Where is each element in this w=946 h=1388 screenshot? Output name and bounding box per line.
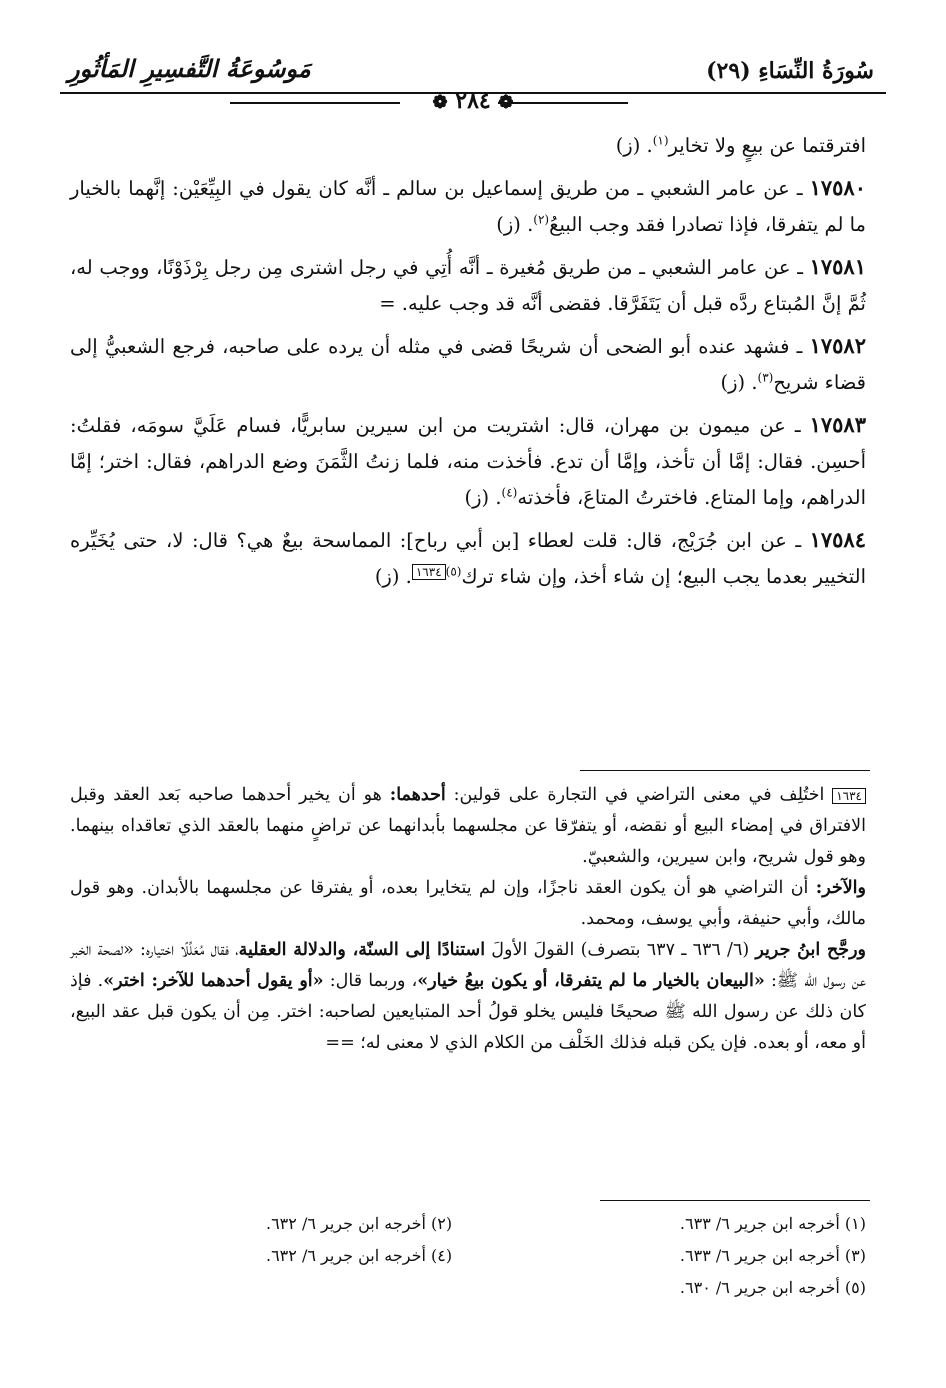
footnote-row [70,1272,866,1304]
narration-number: ١٧٥٨١ [809,254,866,279]
surah-title: سُورَةُ النِّسَاءِ (٢٩) [706,58,874,84]
commentary-bold: «البيعان بالخيار ما لم يتفرقا، أو يكون بيعُ خيار» [417,971,765,991]
paragraph-continuation [70,128,866,164]
narration-17584 [70,522,866,595]
footnote-row [70,1240,866,1272]
footnote-5: (٥) أخرجه ابن جرير ٦/ ٦٣٠. [679,1278,866,1297]
footnote-ref: (٣) [757,370,774,385]
footnote-row [70,1208,866,1240]
page-number [0,88,946,114]
commentary-number-box: ١٦٣٤ [832,788,866,804]
paragraph-text: افترقتما عن بيعٍ ولا تخاير [668,134,866,157]
ornament-icon: ❁ [498,92,514,113]
footnote-ref: (٢) [533,212,550,227]
footnote-3: (٣) أخرجه ابن جرير ٦/ ٦٣٣. [679,1246,866,1265]
commentary-text: ، وربما قال: [323,971,418,991]
commentary-block [70,780,866,1059]
footnote-ref: (٥) [445,564,462,579]
source-code: . (ز) [720,371,758,394]
commentary-text: هو أن يخير أحدهما صاحبه بَعد العقد وقبل الافتراق في إمضاء البيع أو نقضه، أو يتفرّقا عن مجلسهما بأبدانهما عن تراضٍ منهما بالعقد الذي تعاقداه بينهما. وهو قول شريح، وابن سيرين، والشعبيّ. [70,785,866,867]
commentary-text: ، فقال مُعَلِّلًا اختياره: «لصحة الخبر عن رسول الله ﷺ: [70,940,867,991]
commentary-paragraph [70,873,866,935]
footnote-2: (٢) أخرجه ابن جرير ٦/ ٦٣٢. [265,1214,453,1233]
source-code: . (ز) [615,134,653,157]
footnote-ref: (٤) [501,485,518,500]
narration-number: ١٧٥٨٢ [809,333,866,358]
page-number-row [0,88,946,118]
paragraph-text: ـ عن ميمون بن مهران، قال: اشتريت من ابن سيرين سابريًّا، فسام عَلَيَّ سومَه، فقلتُ: أحسِن. فقال: إمَّا أن تأخذ، وإمَّا أن تدع. فأخذت منه، فلما زنتُ الثَّمَنَ وضع الدراهم، فقال: اختر؛ إمَّا الدراهم، وإما المتاع. فاخترتُ المتاعَ، فأخذته [70,414,866,509]
commentary-text: (٦/ ٦٣٦ ـ ٦٣٧ بتصرف) القولَ الأولَ [485,940,756,960]
commentary-bold: ورجَّح ابنُ جرير [755,940,867,960]
narration-17582 [70,328,866,401]
ornament-icon: ❁ [432,92,448,113]
commentary-text: أن التراضي هو أن يكون العقد ناجزًا، وإن لم يتخايرا بعده، أو يفترقا عن مجلسهما بالأبدان. وهو قول مالك، وأبي حنيفة، وأبي يوسف، ومحمد. [70,878,866,929]
page-number-value: ٢٨٤ [455,88,491,114]
footnote-empty [70,1272,452,1304]
commentary-text: . فإذ كان ذلك عن رسول الله ﷺ صحيحًا فليس يخلو قولُ أحد المتبايعين لصاحبه: اختر. مِن أن يكون قبل عقد البيع، أو معه، أو بعده. فإن يكن قبله فذلك الخَلْف من الكلام الذي لا معنى له؛ == [70,971,866,1053]
paragraph-text: ـ عن عامر الشعبي ـ من طريق إسماعيل بن سالم ـ أنَّه كان يقول في البِيِّعَيْن: إنَّهما بالخيار ما لم يتفرقا، فإذا تصادرا فقد وجب البيعُ [70,177,866,236]
source-code: . (ز) [464,486,502,509]
commentary-text: اختُلِف في معنى التراضي في التجارة على قولين: [445,785,833,805]
commentary-ref-box: ١٦٣٤ [412,564,446,580]
paragraph-text: ـ عن عامر الشعبي ـ من طريق مُغيرة ـ أنَّه أُتِي في رجل اشترى مِن رجل بِرْذَوْنًا، ووجب له، ثُمَّ إنَّ المُبتاع ردَّه قبل أن يَتَفَرَّقا. فقضى أنَّه قد وجب عليه. = [70,256,866,315]
commentary-paragraph [70,935,866,1059]
book-title: مَوسُوعَةُ التَّفسِيرِ المَأثُورِ [68,54,311,83]
commentary-bold: والآخر: [815,878,866,898]
footnote-ref: (١) [652,133,669,148]
commentary-bold: استنادًا إلى السنّة، والدلالة العقلية [238,940,486,960]
commentary-bold: أحدهما: [389,785,446,805]
paragraph-text: ـ عن ابن جُرَيْج، قال: قلت لعطاء [بن أبي رباح]: المماسحة بيعٌ هي؟ قال: لا، حتى يُخَيِّره التخيير بعدما يجب البيع؛ إن شاء أخذ، وإن شاء ترك [70,529,866,588]
main-text [70,128,866,601]
commentary-bold: «أو يقول أحدهما للآخر: اختر» [103,971,324,991]
narration-17583 [70,407,866,516]
narration-number: ١٧٥٨٠ [809,175,866,200]
footnotes [70,1208,866,1304]
footnote-4: (٤) أخرجه ابن جرير ٦/ ٦٣٢. [265,1246,453,1265]
footnote-separator [600,1200,870,1201]
narration-17580 [70,170,866,243]
footnote-1: (١) أخرجه ابن جرير ٦/ ٦٣٣. [679,1214,866,1233]
narration-number: ١٧٥٨٣ [809,412,866,437]
paragraph-text: ـ فشهد عنده أبو الضحى أن شريحًا قضى في مثله أن يرده على صاحبه، فرجع الشعبيُّ إلى قضاء شريح [70,335,866,394]
source-code: . (ز) [496,213,534,236]
narration-number: ١٧٥٨٤ [809,527,866,552]
source-code: . (ز) [374,565,412,588]
page-header [60,52,886,92]
commentary-paragraph [70,780,866,873]
commentary-separator [580,770,870,771]
narration-17581 [70,249,866,322]
